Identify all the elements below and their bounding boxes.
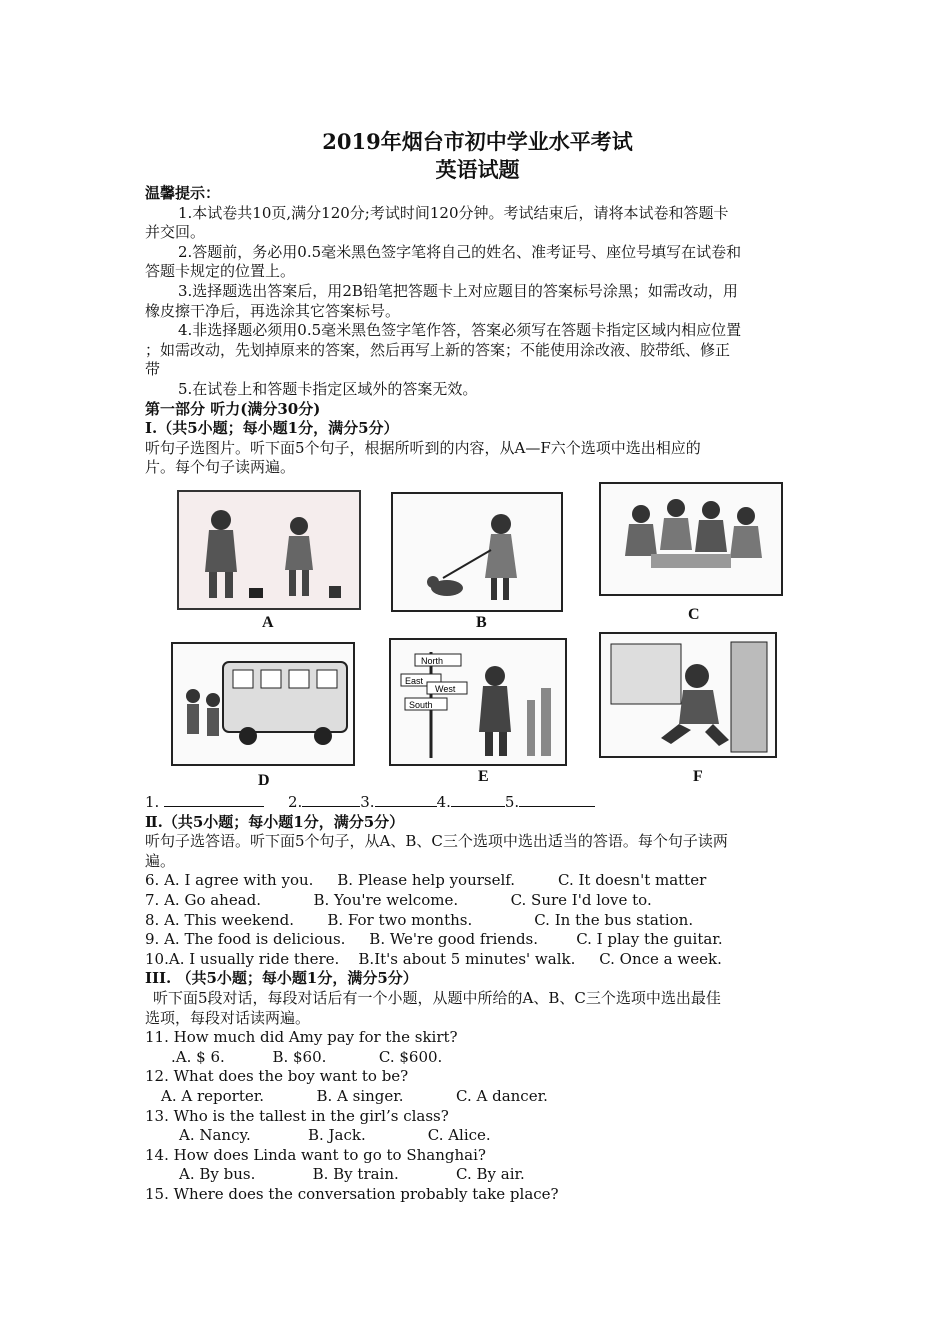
boy-shoes-illustration (601, 634, 775, 756)
answer-label-3: 3. (360, 793, 375, 811)
question-12-options (145, 1087, 810, 1107)
question-number: 10. (145, 949, 169, 968)
question-8 (145, 911, 810, 931)
question-14: 14. How does Linda want to go to Shanghai? (145, 1145, 486, 1164)
option-a: A. Go ahead. (164, 890, 262, 909)
question-11-options (145, 1048, 810, 1068)
option-a: A. I usually ride there. (168, 949, 340, 968)
picture-a (177, 490, 361, 610)
notice-heading: 温馨提示： (145, 184, 221, 202)
section3-instruction: 选项，每段对话读两遍。 (145, 1008, 311, 1027)
picture-b (391, 492, 563, 612)
option-b: B. By train. (312, 1165, 399, 1184)
option-c: C. I play the guitar. (576, 930, 723, 949)
option-b: B.It's about 5 minutes' walk. (358, 949, 576, 968)
notice-line: 答题卡规定的位置上。 (145, 262, 296, 281)
girl-walking-dog-illustration (393, 494, 561, 610)
notice-line: 4.非选择题必须用0.5毫米黑色签字笔作答，答案必须写在答题卡指定区域内相应位置 (178, 321, 742, 340)
section1-heading: Ⅰ.（共5小题；每小题1分，满分5分） (145, 419, 399, 438)
section2-instruction: 遍。 (145, 851, 176, 870)
question-13-options (145, 1126, 810, 1146)
question-14-options (145, 1165, 810, 1185)
option-a: A. This weekend. (164, 910, 294, 929)
question-10 (145, 950, 810, 970)
option-a: A. I agree with you. (164, 871, 314, 890)
option-b: B. Please help yourself. (337, 871, 516, 890)
option-a: A. A reporter. (161, 1086, 265, 1105)
signpost-illustration (391, 640, 565, 764)
question-11: 11. How much did Amy pay for the skirt? (145, 1028, 458, 1047)
answer-blanks (145, 792, 810, 813)
question-15: 15. Where does the conversation probably take place? (145, 1184, 559, 1203)
option-b: B. A singer. (316, 1086, 404, 1105)
option-a: .A. $ 6. (171, 1047, 225, 1066)
option-c: C. It doesn't matter (558, 871, 707, 890)
question-13: 13. Who is the tallest in the girl’s class? (145, 1106, 449, 1125)
question-number: 9. (145, 930, 160, 949)
question-12: 12. What does the boy want to be? (145, 1067, 409, 1086)
option-a: A. By bus. (179, 1165, 256, 1184)
picture-c (599, 482, 783, 596)
option-b: B. Jack. (307, 1126, 366, 1145)
option-b: B. For two months. (327, 910, 473, 929)
option-c: C. Sure I'd love to. (510, 890, 652, 909)
picture-e (389, 638, 567, 766)
picture-label-d: D (258, 772, 270, 789)
picture-label-f: F (693, 768, 703, 785)
answer-blank-2[interactable] (302, 792, 360, 807)
question-number: 6. (145, 871, 160, 890)
bus-boarding-illustration (173, 644, 353, 764)
notice-line: 2.答题前，务必用0.5毫米黑色签字笔将自己的姓名、准考证号、座位号填写在试卷和 (178, 242, 742, 261)
section3-instruction: 听下面5段对话，每段对话后有一个小题，从题中所给的A、B、C三个选项中选出最佳 (153, 988, 721, 1007)
option-b: B. $60. (272, 1047, 327, 1066)
option-c: C. Alice. (427, 1126, 491, 1145)
picture-d (171, 642, 355, 766)
group-study-illustration (601, 484, 781, 594)
answer-label-1: 1. (145, 793, 160, 811)
sign-west: West (435, 684, 456, 694)
option-b: B. We're good friends. (369, 930, 539, 949)
notice-line: 并交回。 (145, 223, 206, 242)
picture-label-e: E (478, 768, 489, 785)
notice-line: 带 (145, 360, 161, 379)
answer-blank-3[interactable] (375, 792, 437, 807)
part1-heading: 第一部分 听力(满分30分) (145, 399, 321, 418)
sign-east: East (405, 676, 424, 686)
answer-blank-1[interactable] (164, 792, 264, 807)
question-number: 8. (145, 910, 160, 929)
option-c: C. Once a week. (599, 949, 722, 968)
picture-label-b: B (476, 614, 487, 631)
answer-label-4: 4. (436, 793, 451, 811)
question-6 (145, 871, 810, 891)
picture-label-a: A (262, 614, 274, 631)
option-c: C. $600. (378, 1047, 443, 1066)
section1-instruction: 听句子选图片。听下面5个句子，根据所听到的内容，从A—F六个选项中选出相应的 (145, 438, 701, 457)
notice-line: 3.选择题选出答案后，用2B铅笔把答题卡上对应题目的答案标号涂黑；如需改动，用 (178, 281, 738, 300)
answer-label-2: 2. (287, 793, 303, 811)
section2-instruction: 听句子选答语。听下面5个句子，从A、B、C三个选项中选出适当的答语。每个句子读两 (145, 832, 728, 851)
section3-heading: III. （共5小题；每小题1分，满分5分） (145, 969, 418, 988)
exam-subtitle: 英语试题 (435, 157, 520, 182)
notice-line: ；如需改动，先划掉原来的答案，然后再写上新的答案；不能使用涂改液、胶带纸、修正 (145, 340, 731, 359)
section2-heading: Ⅱ.（共5小题；每小题1分，满分5分） (145, 812, 405, 831)
notice-line: 橡皮擦干净后，再选涂其它答案标号。 (145, 301, 401, 320)
option-a: A. The food is delicious. (164, 930, 346, 949)
option-c: C. By air. (456, 1165, 525, 1184)
option-c: C. A dancer. (456, 1086, 548, 1105)
option-c: C. In the bus station. (534, 910, 694, 929)
picture-grid (145, 478, 805, 793)
exam-page-lower (145, 792, 810, 1204)
sign-north: North (421, 656, 444, 666)
question-7 (145, 891, 810, 911)
notice-line: 5.在试卷上和答题卡指定区域外的答案无效。 (178, 379, 478, 398)
picture-f (599, 632, 777, 758)
exam-page (145, 128, 810, 478)
option-b: B. You're welcome. (313, 890, 459, 909)
notice-line: 1.本试卷共10页,满分120分;考试时间120分钟。考试结束后，请将本试卷和答题卡 (178, 203, 729, 222)
shopping-girls-illustration (179, 492, 359, 608)
sign-south: South (409, 700, 433, 710)
picture-label-c: C (688, 606, 700, 623)
answer-blank-4[interactable] (451, 792, 505, 807)
question-number: 7. (145, 890, 160, 909)
question-9 (145, 930, 810, 950)
exam-title: 2019年烟台市初中学业水平考试 (322, 129, 633, 154)
option-a: A. Nancy. (179, 1126, 251, 1145)
answer-blank-5[interactable] (519, 792, 595, 807)
answer-label-5: 5. (504, 793, 520, 811)
section1-instruction: 片。每个句子读两遍。 (145, 458, 296, 477)
